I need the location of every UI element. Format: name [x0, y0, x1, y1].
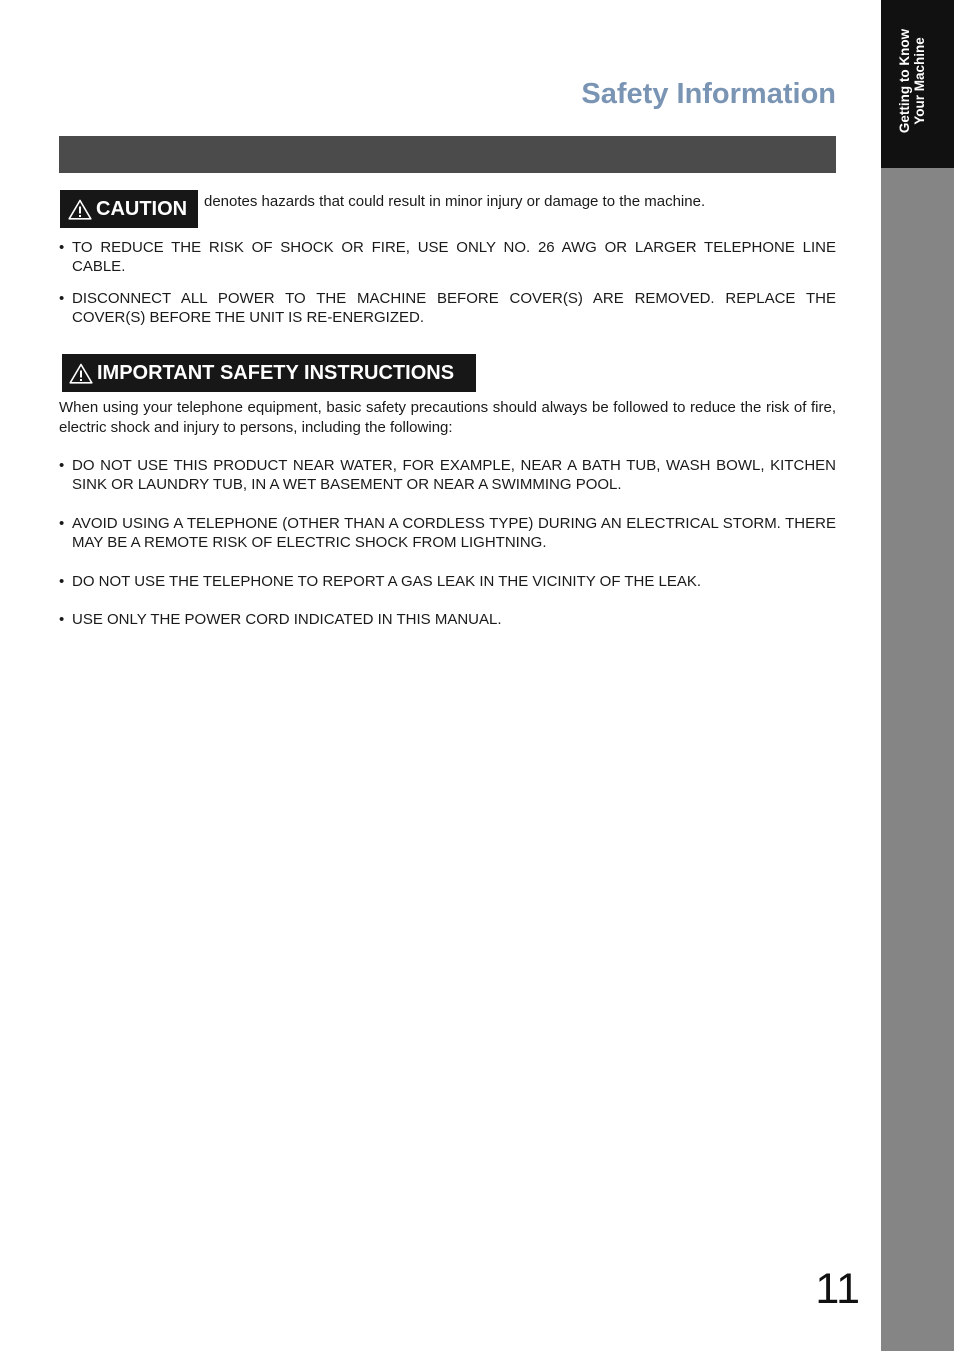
important-safety-badge: [62, 354, 476, 392]
bullet-marker: •: [59, 290, 65, 307]
caution-item-text: DISCONNECT ALL POWER TO THE MACHINE BEFORE COVER(S) ARE REMOVED. REPLACE THE COVER(S) BEFORE THE UNIT IS RE-ENERGIZED.: [72, 290, 836, 326]
chapter-tab-label: [897, 16, 927, 146]
important-item-1: [59, 456, 836, 494]
caution-label: CAUTION: [96, 197, 188, 220]
side-margin-bar: [881, 0, 954, 1351]
bullet-marker: •: [59, 239, 65, 256]
important-item-4: [59, 610, 836, 629]
important-item-text: USE ONLY THE POWER CORD INDICATED IN THIS MANUAL.: [72, 611, 502, 628]
chapter-tab-line-1: Getting to Know: [897, 28, 912, 134]
caution-description: denotes hazards that could result in minor injury or damage to the machine.: [204, 193, 706, 210]
page-title: Safety Information: [581, 78, 836, 110]
bullet-marker: •: [59, 515, 65, 532]
bullet-marker: •: [59, 457, 65, 474]
important-item-text: DO NOT USE THE TELEPHONE TO REPORT A GAS LEAK IN THE VICINITY OF THE LEAK.: [72, 573, 702, 590]
warning-triangle-icon: [68, 199, 92, 220]
caution-item-2: [59, 289, 836, 327]
caution-item-1: [59, 238, 836, 276]
important-item-text: DO NOT USE THIS PRODUCT NEAR WATER, FOR EXAMPLE, NEAR A BATH TUB, WASH BOWL, KITCHEN SINK OR LAUNDRY TUB, IN A WET BASEMENT OR NEAR A SWIMMING POOL.: [72, 457, 836, 493]
caution-badge: [60, 190, 198, 228]
page-number: 11: [815, 1265, 860, 1313]
important-label: IMPORTANT SAFETY INSTRUCTIONS: [97, 361, 455, 384]
chapter-tab-line-2: Your Machine: [912, 37, 927, 125]
bullet-marker: •: [59, 573, 65, 590]
bullet-marker: •: [59, 611, 65, 628]
section-header-band: [59, 136, 836, 173]
important-item-2: [59, 514, 836, 552]
warning-triangle-icon: [69, 363, 93, 384]
caution-item-text: TO REDUCE THE RISK OF SHOCK OR FIRE, USE ONLY NO. 26 AWG OR LARGER TELEPHONE LINE CABLE.: [72, 239, 836, 275]
important-item-text: AVOID USING A TELEPHONE (OTHER THAN A CORDLESS TYPE) DURING AN ELECTRICAL STORM. THERE MAY BE A REMOTE RISK OF ELECTRIC SHOCK FROM LIGHTNING.: [72, 515, 836, 551]
important-intro: When using your telephone equipment, basic safety precautions should always be followed to reduce the risk of fire, electric shock and injury to persons, including the following:: [59, 399, 836, 436]
important-item-3: [59, 572, 836, 591]
